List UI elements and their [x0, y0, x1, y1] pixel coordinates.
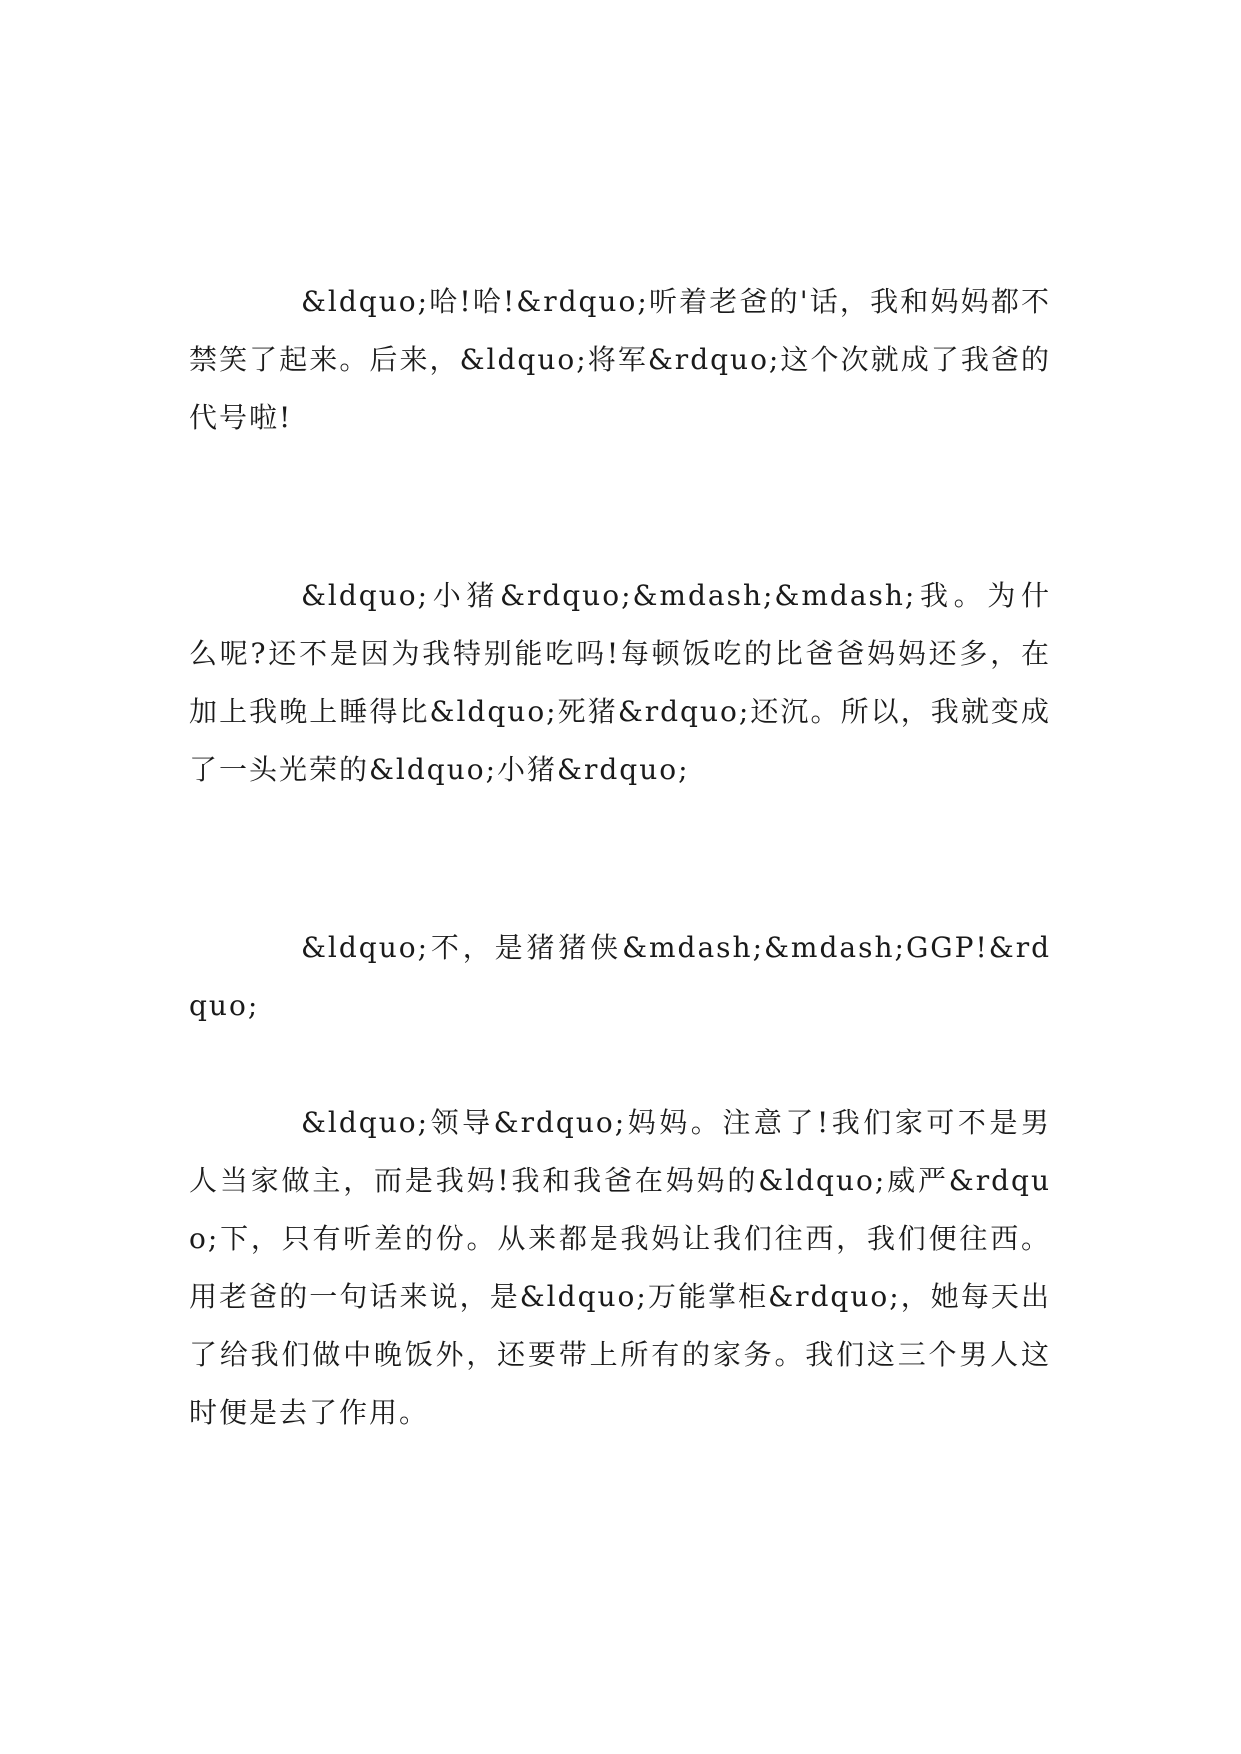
paragraph-ggp: &ldquo;不，是猪猪侠&mdash;&mdash;GGP!&rdquo; — [189, 931, 1051, 1022]
paragraph-little-pig: &ldquo;小猪&rdquo;&mdash;&mdash;我。为什么呢?还不是因为我特别能吃吗!每顿饭吃的比爸爸妈妈还多，在加上我晚上睡得比&ldquo;死猪&rdquo;还沉。所以，我就变成了一头光荣的&ldquo;小猪&rdquo; — [189, 579, 1051, 786]
paragraph-leader-mom: &ldquo;领导&rdquo;妈妈。注意了!我们家可不是男人当家做主，而是我妈!我和我爸在妈妈的&ldquo;威严&rdquo;下，只有听差的份。从来都是我妈让我们往西，我们便往西。用老爸的一句话来说，是&ldquo;万能掌柜&rdquo;，她每天出了给我们做中晚饭外，还要带上所有的家务。我们这三个男人这时便是去了作用。 — [189, 1106, 1051, 1429]
paragraph-general-nickname: &ldquo;哈!哈!&rdquo;听着老爸的'话，我和妈妈都不禁笑了起来。后来，&ldquo;将军&rdquo;这个次就成了我爸的代号啦! — [189, 285, 1051, 434]
